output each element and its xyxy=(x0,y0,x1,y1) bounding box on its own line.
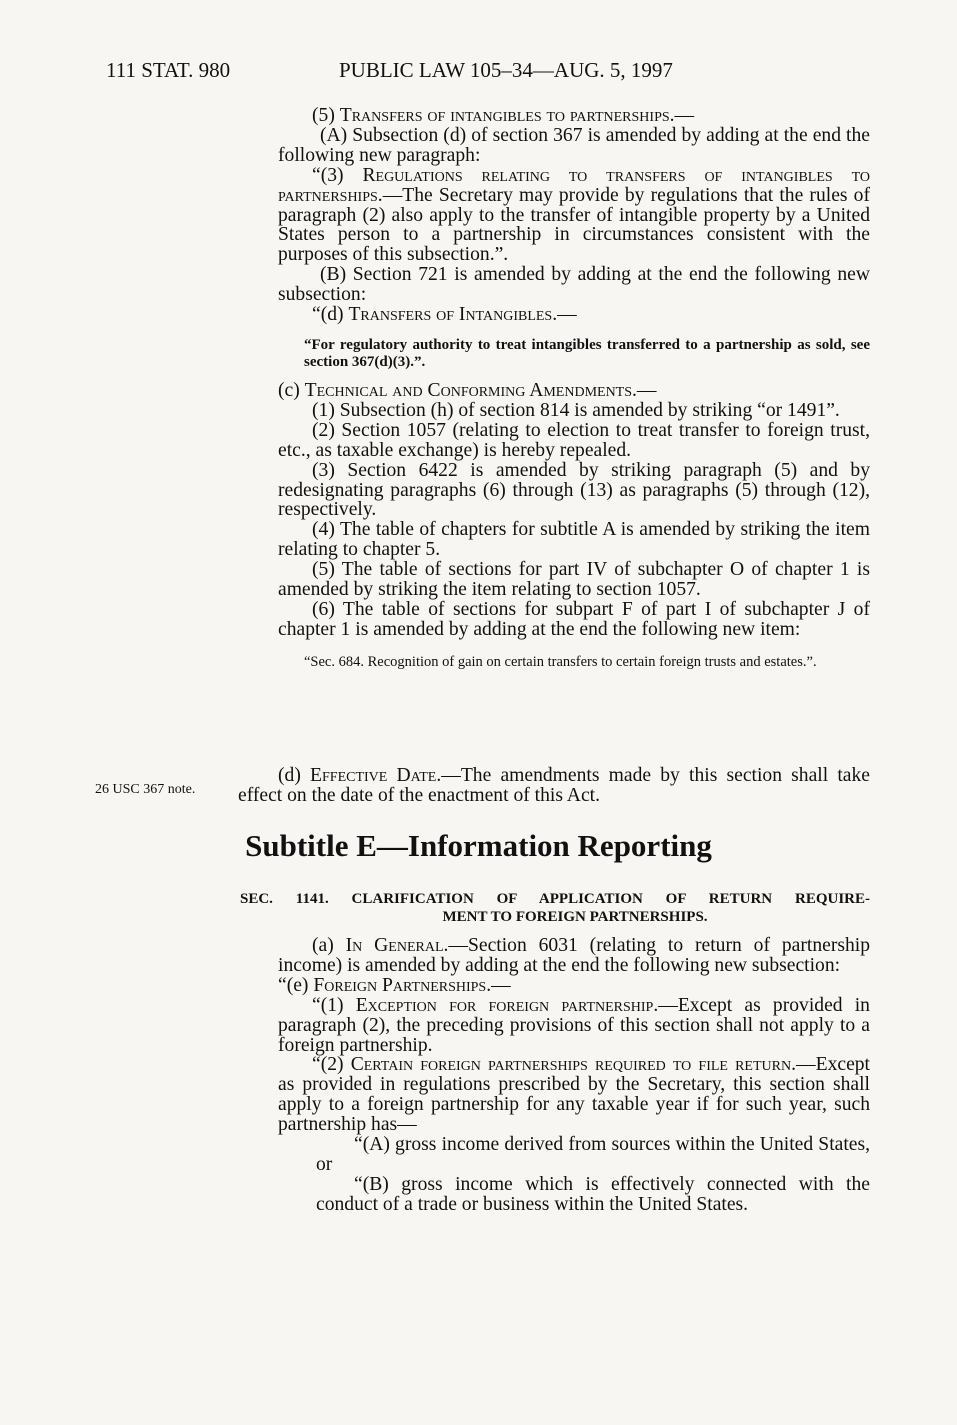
paragraph-group-3 xyxy=(278,936,870,1215)
section-heading xyxy=(240,890,870,926)
paragraph-c-7: (6) The table of sections for subpart F of part I of subchapter J of chapter 1 is amended by adding at the end the following new item: xyxy=(278,598,870,640)
effective-date-paragraph xyxy=(238,766,870,806)
paragraph-s1141-3: “(1) Exception for foreign partnership.—Except as provided in paragraph (2), the preceding provisions of this section shall not apply to a foreign partnership. xyxy=(278,994,870,1056)
paragraph-c-4: (3) Section 6422 is amended by striking paragraph (5) and by redesignating paragraphs (6) through (13) as paragraphs (5) through (12), respectively. xyxy=(278,459,870,521)
paragraph-c-5: (4) The table of chapters for subtitle A is amended by striking the item relating to chapter 5. xyxy=(278,519,870,561)
paragraph-a-5: “(d) Transfers of Intangibles.— xyxy=(312,304,577,326)
paragraph-a-3: “(3) Regulations relating to transfers of intangibles to partnerships.—The Secretary may provide by regulations that the rules of paragraph (2) also apply to the transfer of intangible property by a United States person to a partnership in circumstances consistent with the purposes of this subsection.”. xyxy=(278,164,870,266)
text-column-1 xyxy=(278,106,870,671)
paragraph-c-2: (1) Subsection (h) of section 814 is amended by striking “or 1491”. xyxy=(312,399,840,421)
paragraph-group-2 xyxy=(278,381,870,640)
subtitle-heading: Subtitle E—Information Reporting xyxy=(245,828,712,863)
section-heading-line-1: SEC. 1141. CLARIFICATION OF APPLICATION OF RETURN REQUIRE- xyxy=(240,891,870,907)
stat-citation: 111 STAT. 980 xyxy=(106,58,231,82)
paragraph-s1141-6: “(B) gross income which is effectively connected with the conduct of a trade or business within the United States. xyxy=(316,1173,870,1215)
paragraph-c-3: (2) Section 1057 (relating to election to treat transfer to foreign trust, etc., as taxable exchange) is hereby repealed. xyxy=(278,419,870,461)
paragraph-a-2: (A) Subsection (d) of section 367 is amended by adding at the end the following new paragraph: xyxy=(278,124,870,166)
paragraph-s1141-2: “(e) Foreign Partnerships.— xyxy=(278,974,511,996)
law-title: PUBLIC LAW 105–34—AUG. 5, 1997 xyxy=(339,58,673,82)
section-heading-line-2: MENT TO FOREIGN PARTNERSHIPS. xyxy=(442,909,708,925)
paragraph-c-1: (c) Technical and Conforming Amendments.— xyxy=(278,379,657,401)
effective-date-text: (d) Effective Date.—The amendments made by this section shall take effect on the date of the enactment of this Act. xyxy=(238,765,870,806)
paragraph-group-1 xyxy=(278,106,870,325)
paragraph-a-4: (B) Section 721 is amended by adding at the end the following new subsection: xyxy=(278,264,870,306)
paragraph-s1141-1: (a) In General.—Section 6031 (relating to return of partnership income) is amended by adding at the end the following new subsection: xyxy=(278,935,871,976)
section-684-item: “Sec. 684. Recognition of gain on certain transfers to certain foreign trusts and estates.”. xyxy=(304,653,817,670)
margin-note: 26 USC 367 note. xyxy=(95,782,196,797)
paragraph-a-1: (5) Transfers of intangibles to partnerships.— xyxy=(312,105,695,126)
text-column-2 xyxy=(278,936,870,1215)
paragraph-s1141-4: “(2) Certain foreign partnerships required to file return.—Except as provided in regulations prescribed by the Secretary, this section shall apply to a foreign partnership for any taxable year if for such year, such partnership has— xyxy=(278,1054,871,1136)
paragraph-c-6: (5) The table of sections for part IV of subchapter O of chapter 1 is amended by striking the item relating to section 1057. xyxy=(278,559,870,601)
paragraph-s1141-5: “(A) gross income derived from sources within the United States, or xyxy=(316,1134,870,1175)
regulatory-authority-note: “For regulatory authority to treat intangibles transferred to a partnership as sold, see section 367(d)(3).”. xyxy=(304,336,870,370)
